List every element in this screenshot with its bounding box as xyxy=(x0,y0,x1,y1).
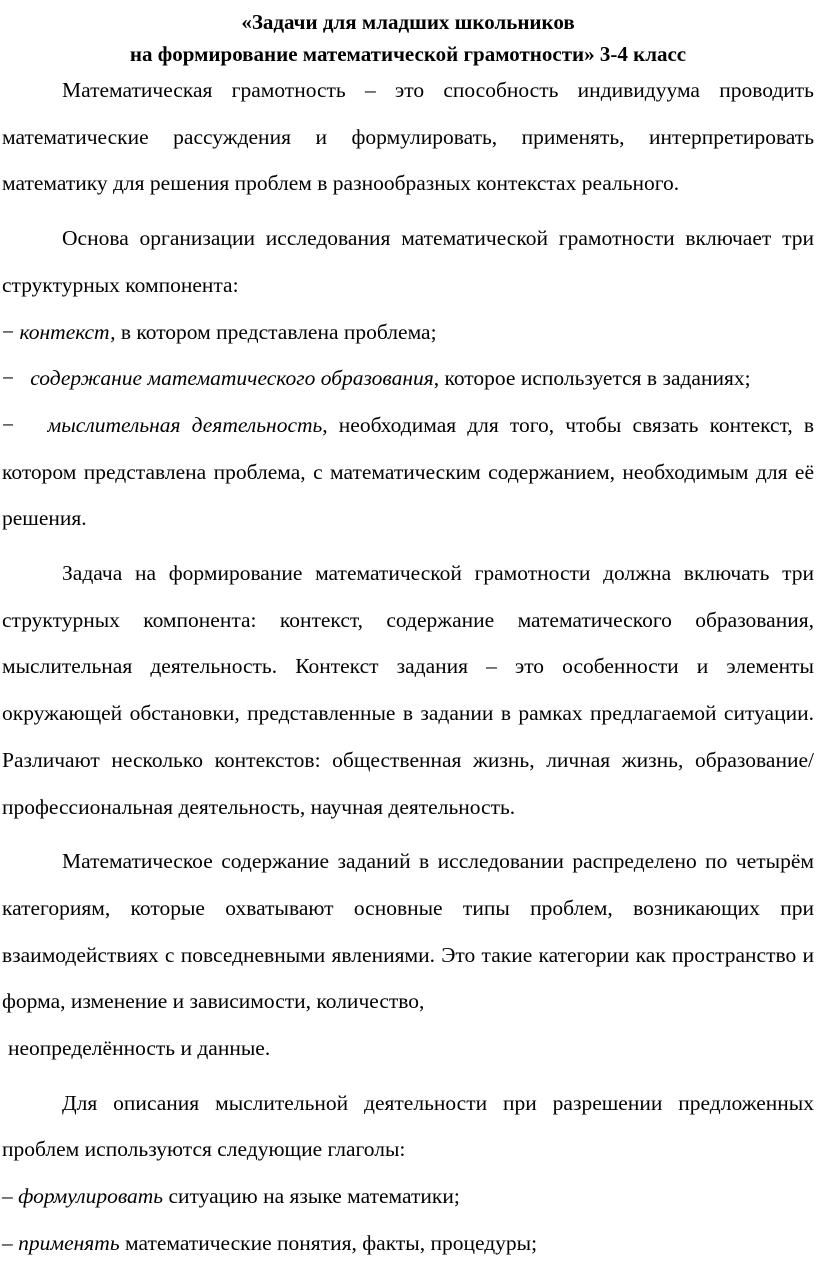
paragraph-components-intro: Основа организации исследования математической грамотности включает три структурных компонента: xyxy=(2,226,814,297)
verb-item-formulate xyxy=(2,1173,814,1220)
list-dash: − xyxy=(2,366,15,391)
list-item-term: содержание математического образования xyxy=(30,366,434,391)
document-title xyxy=(2,6,814,70)
list-item-term: мыслительная деятельность, xyxy=(47,412,328,437)
verb-item-apply xyxy=(2,1220,814,1267)
paragraph-math-content: Математическое содержание заданий в исследовании распределено по четырём категориям, которые охватывают основные типы проблем, возникающих при взаимодействиях с повседневными явлениями. Это такие категории как пространство и форма, изменение и зависимости, количество, xyxy=(2,849,814,1014)
title-line-2: на формирование математической грамотности» 3-4 класс xyxy=(129,42,687,66)
list-dash: – xyxy=(2,1230,13,1255)
verb-term: применять xyxy=(18,1230,120,1255)
verb-term: формулировать xyxy=(18,1184,164,1209)
paragraph-verbs-intro: Для описания мыслительной деятельности при разрешении предложенных проблем используются следующие глаголы: xyxy=(2,1090,814,1162)
paragraph-math-content-tail: неопределённость и данные. xyxy=(8,1036,271,1061)
list-item-term: контекст, xyxy=(19,319,116,344)
list-item-activity xyxy=(2,402,814,542)
list-item-content xyxy=(2,355,814,402)
paragraph-definition: Математическая грамотность – это способность индивидуума проводить математические рассуждения и формулировать, применять, интерпретировать математику для решения проблем в разнообразных контекстах реального. xyxy=(2,78,814,196)
list-item-context xyxy=(2,309,814,356)
list-dash: − xyxy=(2,319,15,344)
list-dash: – xyxy=(2,1184,13,1209)
verb-text: математические понятия, факты, процедуры; xyxy=(119,1230,538,1255)
list-item-text: в котором представлена проблема; xyxy=(115,319,437,344)
list-dash: − xyxy=(2,412,15,437)
list-item-text: необходимая для того, чтобы связать контекст, в котором представлена проблема, с математическим содержанием, необходимым для её решения. xyxy=(2,412,814,531)
title-line-1: «Задачи для младших школьников xyxy=(241,10,575,34)
paragraph-task-structure: Задача на формирование математической грамотности должна включать три структурных компонента: контекст, содержание математического образования, мыслительная деятельность. Контекст задания – это особенности и элементы окружающей обстановки, представленные в задании в рамках предлагаемой ситуации. Различают несколько контекстов: общественная жизнь, личная жизнь, образование/профессиональная деятельность, научная деятельность. xyxy=(2,561,814,819)
list-item-text: , которое используется в заданиях; xyxy=(433,366,751,391)
verb-text: ситуацию на языке математики; xyxy=(163,1184,460,1209)
